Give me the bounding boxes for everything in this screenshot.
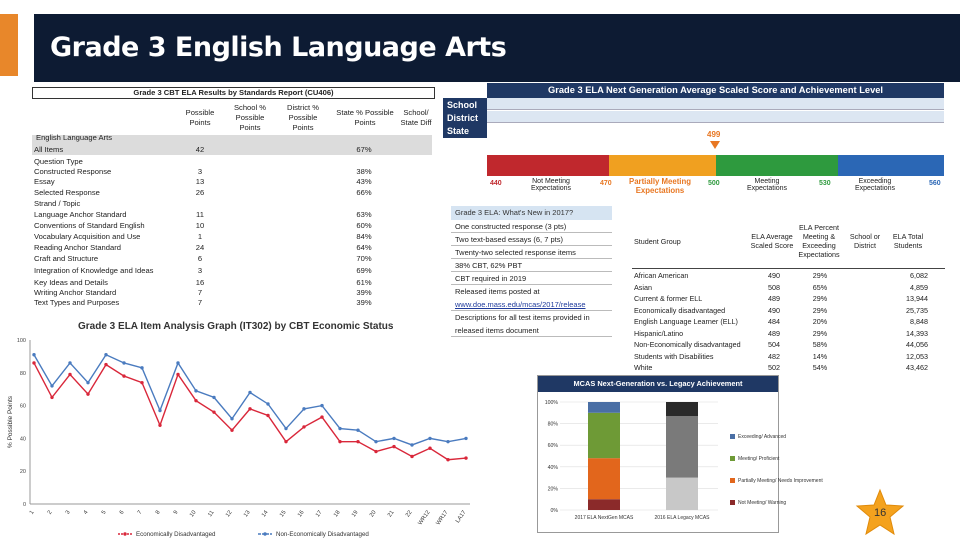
series-point-0 bbox=[410, 455, 413, 458]
table-row bbox=[632, 339, 945, 350]
series-point-1 bbox=[176, 361, 179, 364]
x-tick-label: 22 bbox=[405, 509, 414, 519]
mcas-legend-swatch bbox=[730, 434, 735, 439]
scale-470: 470 bbox=[600, 180, 612, 187]
report-possible-points: 3 bbox=[197, 266, 203, 275]
header-school-pct: School % Possible Points bbox=[233, 103, 267, 132]
header-district-pct: District % Possible Points bbox=[286, 103, 320, 132]
series-point-0 bbox=[392, 445, 395, 448]
series-point-1 bbox=[68, 361, 71, 364]
scale-440: 440 bbox=[490, 180, 502, 187]
series-point-1 bbox=[230, 417, 233, 420]
report-state-pct: 64% bbox=[356, 243, 372, 252]
series-point-1 bbox=[122, 361, 125, 364]
x-tick-label: 7 bbox=[136, 509, 144, 516]
mcas-y-tick: 100% bbox=[544, 400, 558, 406]
x-tick-label: 17 bbox=[315, 509, 324, 519]
series-point-1 bbox=[410, 443, 413, 446]
report-state-pct: 39% bbox=[356, 288, 372, 297]
cell-group: Non-Economically disadvantaged bbox=[634, 340, 741, 349]
x-tick-label: 15 bbox=[279, 509, 288, 519]
x-tick-label: 3 bbox=[64, 509, 72, 516]
release-link[interactable] bbox=[451, 298, 612, 311]
x-tick-label: 10 bbox=[189, 509, 198, 519]
x-tick-label: 18 bbox=[333, 509, 342, 519]
series-point-0 bbox=[320, 415, 323, 418]
release-link-text[interactable]: www.doe.mass.edu/mcas/2017/release bbox=[455, 300, 586, 309]
report-row-label: Question Type bbox=[34, 157, 83, 166]
report-state-pct: 66% bbox=[356, 188, 372, 197]
x-tick-label: 16 bbox=[297, 509, 306, 519]
series-point-1 bbox=[302, 407, 305, 410]
series-point-0 bbox=[68, 373, 71, 376]
series-point-0 bbox=[374, 450, 377, 453]
y-tick-label: 100 bbox=[16, 338, 26, 344]
series-point-0 bbox=[104, 363, 107, 366]
x-tick-label: WR12 bbox=[417, 509, 432, 527]
report-row-label: Conventions of Standard English bbox=[34, 221, 145, 230]
report-state-pct: 38% bbox=[356, 167, 372, 176]
row-label-school: School bbox=[447, 100, 478, 110]
mcas-bar-segment bbox=[588, 499, 620, 510]
y-tick-label: 20 bbox=[19, 469, 26, 476]
series-point-1 bbox=[50, 384, 53, 387]
y-tick-label: 0 bbox=[22, 502, 26, 508]
header-pct-meeting: ELA Percent Meeting & Exceeding Expectations bbox=[798, 223, 840, 259]
series-point-1 bbox=[104, 353, 107, 356]
cell-group: White bbox=[634, 363, 653, 372]
header-total-students: ELA Total Students bbox=[892, 232, 924, 250]
mcas-bar-label: 2017 ELA NextGen MCAS bbox=[574, 515, 634, 521]
state-marker-icon bbox=[710, 141, 720, 149]
mcas-bar-segment bbox=[588, 413, 620, 458]
report-possible-points: 7 bbox=[197, 288, 203, 297]
series-point-1 bbox=[266, 402, 269, 405]
x-tick-label: 4 bbox=[82, 509, 90, 516]
x-tick-label: 2 bbox=[46, 509, 54, 516]
cell-group: English Language Learner (ELL) bbox=[634, 317, 738, 326]
report-row-label: Integration of Knowledge and Ideas bbox=[34, 266, 154, 275]
mcas-y-tick: 60% bbox=[547, 443, 558, 450]
report-row-label: Craft and Structure bbox=[34, 254, 99, 263]
header-school-district: School or District bbox=[849, 232, 881, 250]
mcas-bar-segment bbox=[588, 402, 620, 413]
x-tick-label: 20 bbox=[369, 509, 378, 519]
report-state-pct: 70% bbox=[356, 254, 372, 263]
mcas-legend-label: Meeting/ Proficient bbox=[738, 456, 780, 462]
report-state-pct: 84% bbox=[356, 232, 372, 241]
cell-pct: 20% bbox=[812, 317, 828, 326]
series-point-1 bbox=[320, 404, 323, 407]
item-analysis-title: Grade 3 ELA Item Analysis Graph (IT302) by CBT Economic Status bbox=[78, 321, 394, 332]
report-row-label: Key Ideas and Details bbox=[34, 278, 108, 287]
mcas-legend-swatch bbox=[730, 500, 735, 505]
series-point-1 bbox=[284, 427, 287, 430]
cell-group: Economically disadvantaged bbox=[634, 305, 726, 315]
report-possible-points: 42 bbox=[195, 145, 205, 154]
cell-total: 14,393 bbox=[906, 328, 928, 338]
series-point-0 bbox=[446, 458, 449, 461]
report-possible-points: 7 bbox=[197, 298, 203, 307]
series-point-0 bbox=[212, 410, 215, 413]
series-point-0 bbox=[338, 440, 341, 443]
series-point-0 bbox=[122, 374, 125, 377]
cell-total: 12,053 bbox=[906, 351, 928, 361]
subject-label: English Language Arts bbox=[36, 133, 112, 142]
header-possible-points: Possible Points bbox=[185, 108, 215, 127]
whats-new-item: Descriptions for all test items provided in bbox=[455, 313, 590, 322]
cell-score: 508 bbox=[768, 282, 780, 292]
report-state-pct: 60% bbox=[356, 221, 372, 230]
next-gen-score-panel bbox=[443, 83, 946, 203]
cell-group: African American bbox=[634, 271, 689, 280]
series-point-0 bbox=[356, 440, 359, 443]
mcas-bar-segment bbox=[588, 458, 620, 499]
y-tick-label: 80 bbox=[19, 370, 26, 377]
header-state-pct: State % Possible Points bbox=[336, 108, 394, 127]
table-row bbox=[632, 362, 945, 373]
x-tick-label: 1 bbox=[28, 509, 36, 516]
header-student-group: Student Group bbox=[634, 236, 681, 246]
report-state-pct: 39% bbox=[356, 298, 372, 307]
standards-report-title: Grade 3 CBT ELA Results by Standards Report (CU406) bbox=[32, 87, 435, 99]
cell-group: Students with Disabilities bbox=[634, 351, 714, 361]
whats-new-item: Twenty-two selected response items bbox=[451, 246, 612, 259]
cell-total: 44,056 bbox=[906, 340, 928, 349]
series-point-0 bbox=[86, 392, 89, 395]
whats-new-item: Released items posted at bbox=[455, 287, 540, 296]
title-banner bbox=[34, 14, 960, 82]
series-point-1 bbox=[464, 437, 467, 440]
x-tick-label: 12 bbox=[225, 509, 234, 519]
whats-new-box bbox=[451, 206, 612, 338]
whats-new-item: One constructed response (3 pts) bbox=[451, 220, 612, 233]
report-possible-points: 16 bbox=[195, 278, 205, 287]
x-tick-label: 9 bbox=[172, 509, 180, 516]
series-point-1 bbox=[194, 389, 197, 392]
cell-pct: 29% bbox=[812, 294, 828, 303]
series-point-0 bbox=[140, 381, 143, 384]
series-point-0 bbox=[50, 396, 53, 399]
item-analysis-chart bbox=[0, 332, 485, 540]
cell-pct: 58% bbox=[812, 340, 828, 349]
report-possible-points: 3 bbox=[197, 167, 203, 176]
mcas-legend-label: Not Meeting/ Warning bbox=[738, 500, 787, 506]
report-row-label: Writing Anchor Standard bbox=[34, 288, 117, 297]
cell-group: Asian bbox=[634, 282, 652, 292]
cell-total: 25,735 bbox=[906, 305, 928, 315]
mcas-legend-swatch bbox=[730, 478, 735, 483]
level-segment-partially-meeting bbox=[609, 155, 716, 176]
report-state-pct: 69% bbox=[356, 266, 372, 275]
report-possible-points: 10 bbox=[195, 221, 205, 230]
y-tick-label: 60 bbox=[19, 403, 26, 410]
report-row-label: Text Types and Purposes bbox=[34, 298, 120, 307]
series-point-0 bbox=[284, 440, 287, 443]
district-row bbox=[487, 111, 944, 123]
subgroup-table bbox=[632, 216, 945, 372]
series-point-1 bbox=[374, 440, 377, 443]
series-point-0 bbox=[230, 429, 233, 432]
cell-score: 484 bbox=[768, 317, 780, 326]
mcas-chart-svg bbox=[538, 392, 823, 532]
legend-swatch-point bbox=[123, 532, 126, 535]
cell-total: 13,944 bbox=[906, 294, 928, 303]
x-tick-label: 5 bbox=[100, 509, 108, 516]
page-title: Grade 3 English Language Arts bbox=[50, 32, 507, 63]
whats-new-title: Grade 3 ELA: What's New in 2017? bbox=[451, 206, 612, 220]
report-state-pct: 43% bbox=[356, 177, 372, 186]
cell-pct: 54% bbox=[812, 363, 828, 372]
header-school-state-diff: School/ State Diff bbox=[400, 108, 432, 127]
scale-560: 560 bbox=[929, 180, 941, 187]
y-tick-label: 40 bbox=[19, 436, 26, 443]
cell-group: Current & former ELL bbox=[634, 294, 703, 303]
x-tick-label: 21 bbox=[387, 509, 396, 519]
whats-new-item: CBT required in 2019 bbox=[451, 272, 612, 285]
scale-500: 500 bbox=[708, 180, 720, 187]
series-point-1 bbox=[32, 353, 35, 356]
series-point-1 bbox=[158, 409, 161, 412]
report-state-pct: 61% bbox=[356, 278, 372, 287]
table-divider bbox=[632, 268, 945, 269]
level-segment-not-meeting bbox=[487, 155, 609, 176]
series-point-1 bbox=[140, 366, 143, 369]
series-point-0 bbox=[266, 414, 269, 417]
table-row bbox=[632, 351, 945, 362]
series-line-1 bbox=[34, 355, 466, 445]
series-point-1 bbox=[446, 440, 449, 443]
cell-pct: 14% bbox=[812, 351, 828, 361]
mcas-legend-swatch bbox=[730, 456, 735, 461]
table-row bbox=[632, 305, 945, 316]
legend-swatch-point bbox=[263, 532, 266, 535]
legend-label: Economically Disadvantaged bbox=[136, 531, 216, 538]
series-point-0 bbox=[194, 399, 197, 402]
cell-score: 490 bbox=[768, 305, 780, 315]
series-point-0 bbox=[428, 447, 431, 450]
x-tick-label: 19 bbox=[351, 509, 360, 519]
series-point-0 bbox=[464, 456, 467, 459]
report-possible-points: 13 bbox=[195, 177, 205, 186]
x-tick-label: 8 bbox=[154, 509, 162, 516]
series-point-1 bbox=[428, 437, 431, 440]
whats-new-item: released items document bbox=[451, 324, 612, 337]
report-row-label: Reading Anchor Standard bbox=[34, 243, 121, 252]
mcas-chart-title: MCAS Next-Generation vs. Legacy Achievement bbox=[538, 376, 778, 392]
report-possible-points: 11 bbox=[196, 210, 204, 219]
report-state-pct: 63% bbox=[356, 210, 372, 219]
x-tick-label: 6 bbox=[118, 509, 126, 516]
cell-score: 482 bbox=[768, 351, 780, 361]
series-point-1 bbox=[392, 437, 395, 440]
cell-pct: 29% bbox=[812, 305, 828, 315]
series-point-0 bbox=[176, 373, 179, 376]
report-state-pct: 67% bbox=[356, 145, 372, 154]
next-gen-row-labels bbox=[443, 98, 487, 138]
state-marker-value: 499 bbox=[707, 130, 721, 139]
cell-pct: 65% bbox=[812, 282, 828, 292]
series-point-1 bbox=[86, 381, 89, 384]
standards-report-table bbox=[32, 87, 435, 309]
report-possible-points: 1 bbox=[197, 232, 203, 241]
mcas-comparison-chart bbox=[537, 375, 823, 533]
table-row bbox=[632, 270, 945, 281]
level-segment-exceeding bbox=[838, 155, 944, 176]
accent-bar bbox=[0, 14, 18, 76]
mcas-bar-segment bbox=[666, 478, 698, 510]
report-possible-points: 6 bbox=[197, 254, 203, 263]
x-tick-label: WR17 bbox=[435, 509, 450, 527]
x-tick-label: 13 bbox=[243, 509, 252, 519]
whats-new-item: Two text-based essays (6, 7 pts) bbox=[451, 233, 612, 246]
cell-total: 8,848 bbox=[910, 317, 928, 326]
report-row-label: Language Anchor Standard bbox=[34, 210, 127, 219]
page-number: 16 bbox=[874, 507, 887, 519]
header-avg-score: ELA Average Scaled Score bbox=[750, 232, 794, 250]
level-meeting: Meeting Expectations bbox=[746, 178, 788, 192]
series-point-0 bbox=[158, 424, 161, 427]
table-row bbox=[632, 316, 945, 327]
mcas-y-tick: 80% bbox=[547, 421, 558, 428]
table-row bbox=[632, 282, 945, 293]
cell-score: 502 bbox=[768, 363, 780, 372]
x-tick-label: LA17 bbox=[454, 509, 468, 525]
cell-pct: 29% bbox=[812, 328, 828, 338]
cell-score: 489 bbox=[768, 294, 780, 303]
x-tick-label: 11 bbox=[207, 509, 216, 519]
x-tick-label: 14 bbox=[261, 509, 270, 519]
cell-group: Hispanic/Latino bbox=[634, 328, 684, 338]
level-partially-meeting: Partially Meeting Expectations bbox=[629, 177, 691, 195]
level-exceeding: Exceeding Expectations bbox=[854, 178, 896, 192]
series-point-1 bbox=[212, 396, 215, 399]
series-line-0 bbox=[34, 363, 466, 460]
level-not-meeting: Not Meeting Expectations bbox=[530, 178, 572, 192]
table-row bbox=[632, 328, 945, 339]
mcas-bar-label: 2016 ELA Legacy MCAS bbox=[654, 515, 710, 521]
series-point-0 bbox=[302, 425, 305, 428]
mcas-bar-segment bbox=[666, 402, 698, 416]
cell-pct: 29% bbox=[812, 271, 828, 280]
report-row-label: Strand / Topic bbox=[34, 199, 81, 208]
report-possible-points: 24 bbox=[195, 243, 205, 252]
table-row bbox=[632, 293, 945, 304]
school-row bbox=[487, 98, 944, 110]
mcas-legend-label: Exceeding/ Advanced bbox=[738, 434, 787, 440]
cell-total: 4,859 bbox=[910, 282, 928, 292]
next-gen-title: Grade 3 ELA Next Generation Average Scaled Score and Achievement Level bbox=[487, 83, 944, 98]
legend-label: Non-Economically Disadvantaged bbox=[276, 531, 369, 538]
cell-score: 489 bbox=[768, 328, 780, 338]
series-point-0 bbox=[32, 361, 35, 364]
y-axis-label: % Possible Points bbox=[7, 395, 14, 449]
mcas-y-tick: 20% bbox=[547, 486, 558, 493]
row-label-district: District bbox=[447, 113, 479, 123]
series-point-1 bbox=[356, 429, 359, 432]
row-label-state: State bbox=[447, 126, 470, 136]
series-point-1 bbox=[338, 427, 341, 430]
mcas-y-tick: 0% bbox=[550, 508, 558, 514]
level-segment-meeting bbox=[716, 155, 838, 176]
mcas-legend-label: Partially Meeting/ Needs Improvement bbox=[738, 478, 823, 484]
cell-total: 6,082 bbox=[910, 271, 928, 280]
series-point-1 bbox=[248, 391, 251, 394]
cell-total: 43,462 bbox=[906, 363, 928, 372]
scale-530: 530 bbox=[819, 180, 831, 187]
report-row-label: All Items bbox=[34, 145, 64, 154]
cell-score: 490 bbox=[768, 271, 780, 280]
report-row-label: Constructed Response bbox=[34, 167, 112, 176]
report-row-label: Vocabulary Acquisition and Use bbox=[34, 232, 141, 241]
mcas-bar-segment bbox=[666, 416, 698, 478]
series-point-0 bbox=[248, 407, 251, 410]
cell-score: 504 bbox=[768, 340, 780, 349]
report-possible-points: 26 bbox=[195, 188, 205, 197]
whats-new-item: 38% CBT, 62% PBT bbox=[451, 259, 612, 272]
report-row-label: Essay bbox=[34, 177, 55, 186]
report-row-label: Selected Response bbox=[34, 188, 100, 197]
mcas-y-tick: 40% bbox=[547, 464, 558, 471]
